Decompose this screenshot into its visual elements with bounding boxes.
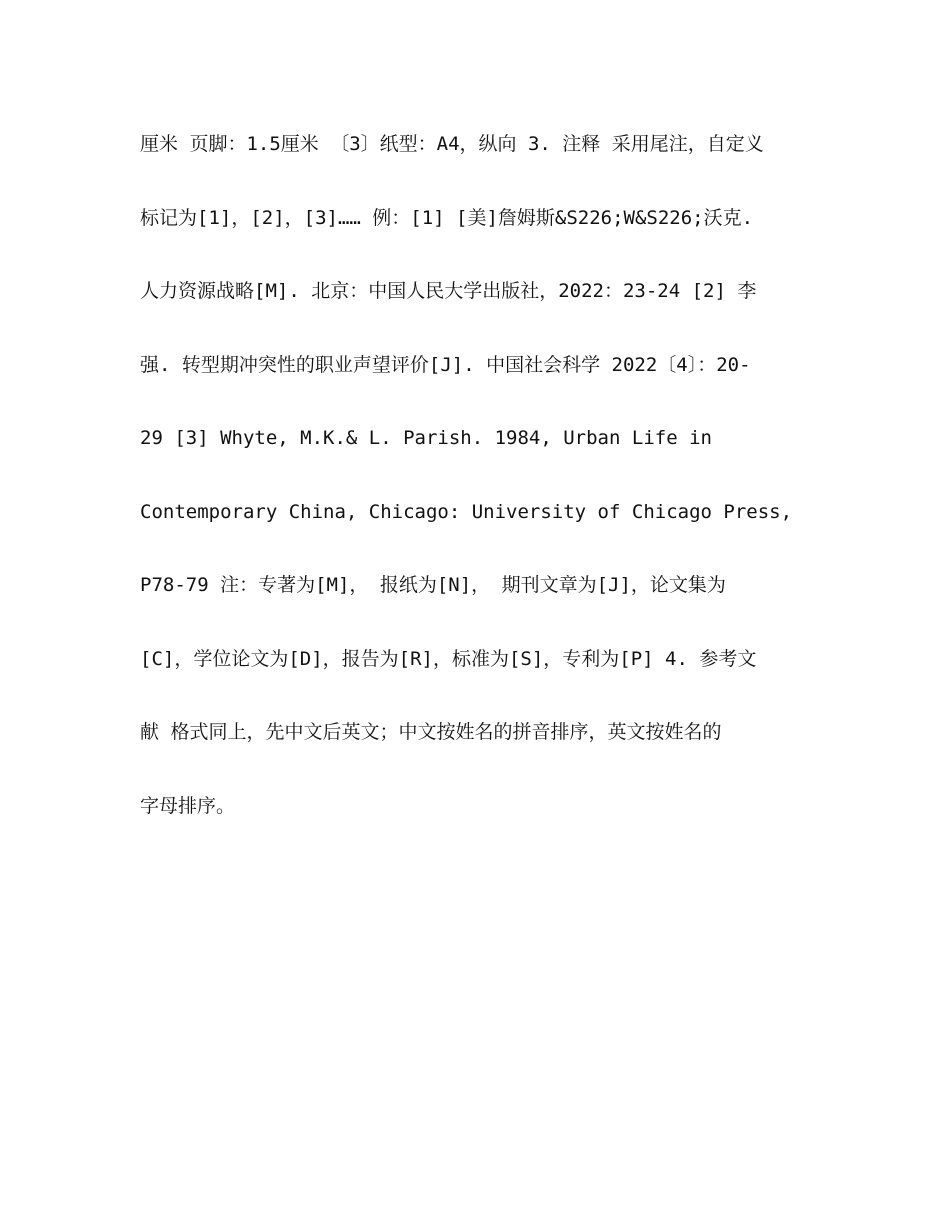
text-line: 字母排序。 xyxy=(140,794,236,817)
text-line: [C]，学位论文为[D]，报告为[R]，标准为[S]，专利为[P] 4. 参考文 xyxy=(140,647,757,670)
text-line: 厘米 页脚：1.5厘米 〔3〕纸型：A4，纵向 3. 注释 采用尾注，自定义 xyxy=(140,133,764,155)
text-line: Contemporary China, Chicago: University of Chicago Press, xyxy=(140,500,793,523)
text-line: 人力资源战略[M]. 北京：中国人民大学出版社，2022：23-24 [2] 李 xyxy=(140,280,757,302)
text-line: 献 格式同上，先中文后英文；中文按姓名的拼音排序，英文按姓名的 xyxy=(140,721,722,743)
document-body xyxy=(140,122,820,857)
text-line: 强. 转型期冲突性的职业声望评价[J]. 中国社会科学 2022〔4〕：20- xyxy=(140,353,751,376)
text-line: 标记为[1]，[2]，[3]…… 例：[1] [美]詹姆斯&S226;W&S226;沃克. xyxy=(140,206,754,229)
text-line: 29 [3] Whyte, M.K.& L. Parish. 1984, Urban Life in xyxy=(140,427,712,449)
text-line: P78-79 注：专著为[M]， 报纸为[N]， 期刊文章为[J]，论文集为 xyxy=(140,574,726,596)
